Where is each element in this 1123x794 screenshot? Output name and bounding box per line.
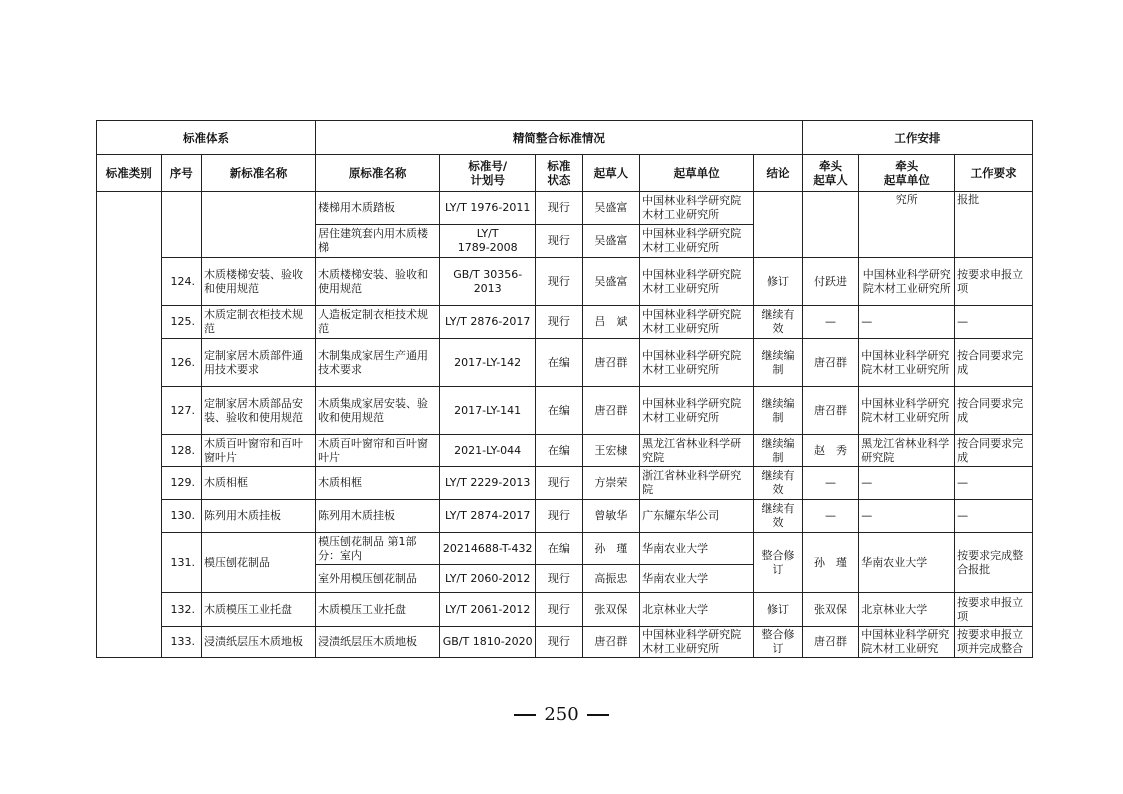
- std-no-cell: 20214688-T-432: [440, 533, 536, 565]
- table-row: [97, 339, 1033, 387]
- seq-cell: 133.: [161, 627, 201, 658]
- unit-cell: 华南农业大学: [640, 533, 754, 565]
- orig-name-cell: 人造板定制衣柜技术规范: [316, 306, 440, 339]
- new-name-cell: [201, 192, 315, 258]
- std-no-cell: LY/T 2229-2013: [440, 467, 536, 500]
- lead-unit-cell: 究所: [859, 192, 955, 258]
- conclusion-cell: 继续编制: [754, 387, 803, 435]
- std-no-cell: GB/T 30356-2013: [440, 258, 536, 306]
- seq-cell: 125.: [161, 306, 201, 339]
- unit-cell: 中国林业科学研究院木材工业研究所: [640, 258, 754, 306]
- col-header-drafter: 起草人: [582, 155, 640, 192]
- lead-drafter-cell: —: [802, 500, 859, 533]
- status-cell: 在编: [536, 339, 582, 387]
- drafter-cell: 唐召群: [582, 387, 640, 435]
- new-name-cell: 木质百叶窗帘和百叶窗叶片: [201, 435, 315, 467]
- drafter-cell: 方崇荣: [582, 467, 640, 500]
- status-cell: 现行: [536, 467, 582, 500]
- orig-name-cell: 木质百叶窗帘和百叶窗叶片: [316, 435, 440, 467]
- unit-cell: 中国林业科学研究院木材工业研究所: [640, 627, 754, 658]
- dash-right-icon: [587, 714, 609, 716]
- unit-cell: 黑龙江省林业科学研究院: [640, 435, 754, 467]
- requirement-cell: 按合同要求完成: [955, 387, 1033, 435]
- col-header-lead-unit: 牵头 起草单位: [859, 155, 955, 192]
- seq-cell: 132.: [161, 593, 201, 627]
- conclusion-cell: 修订: [754, 258, 803, 306]
- seq-cell: 128.: [161, 435, 201, 467]
- std-no-cell: LY/T 2061-2012: [440, 593, 536, 627]
- requirement-cell: 按合同要求完成: [955, 435, 1033, 467]
- col-header-category: 标准类别: [97, 155, 162, 192]
- std-no-cell: GB/T 1810-2020: [440, 627, 536, 658]
- standards-table: [96, 120, 1033, 658]
- drafter-cell: 唐召群: [582, 339, 640, 387]
- status-cell: 在编: [536, 435, 582, 467]
- table-row: [97, 467, 1033, 500]
- new-name-cell: 木质定制衣柜技术规范: [201, 306, 315, 339]
- category-cell: [97, 192, 162, 658]
- status-cell: 现行: [536, 627, 582, 658]
- group-header-row: [97, 121, 1033, 155]
- std-no-cell: LY/T 2874-2017: [440, 500, 536, 533]
- table-row: [97, 306, 1033, 339]
- unit-cell: 中国林业科学研究院木材工业研究所: [640, 306, 754, 339]
- seq-cell: 124.: [161, 258, 201, 306]
- column-header-row: [97, 155, 1033, 192]
- std-no-cell: 2017-LY-141: [440, 387, 536, 435]
- lead-drafter-cell: 赵 秀: [802, 435, 859, 467]
- lead-unit-cell: 中国林业科学研究院木材工业研究所: [859, 339, 955, 387]
- drafter-cell: 吴盛富: [582, 192, 640, 225]
- unit-cell: 北京林业大学: [640, 593, 754, 627]
- new-name-cell: 模压刨花制品: [201, 533, 315, 593]
- drafter-cell: 唐召群: [582, 627, 640, 658]
- seq-cell: 127.: [161, 387, 201, 435]
- col-header-status: 标准 状态: [536, 155, 582, 192]
- seq-cell: 129.: [161, 467, 201, 500]
- lead-drafter-cell: 唐召群: [802, 339, 859, 387]
- drafter-cell: 高振忠: [582, 565, 640, 593]
- drafter-cell: 曾敏华: [582, 500, 640, 533]
- seq-cell: 126.: [161, 339, 201, 387]
- std-no-cell: LY/T 1976-2011: [440, 192, 536, 225]
- new-name-cell: 定制家居木质部品安装、验收和使用规范: [201, 387, 315, 435]
- conclusion-cell: 继续有效: [754, 306, 803, 339]
- orig-name-cell: 木质楼梯安装、验收和使用规范: [316, 258, 440, 306]
- std-no-cell: LY/T 1789-2008: [440, 225, 536, 258]
- requirement-cell: —: [955, 306, 1033, 339]
- table-row: [97, 533, 1033, 565]
- conclusion-cell: [754, 192, 803, 258]
- lead-drafter-cell: 付跃进: [802, 258, 859, 306]
- seq-cell: 131.: [161, 533, 201, 593]
- orig-name-cell: 木制集成家居生产通用技术要求: [316, 339, 440, 387]
- orig-name-cell: 浸渍纸层压木质地板: [316, 627, 440, 658]
- orig-name-cell: 木质模压工业托盘: [316, 593, 440, 627]
- orig-name-cell: 居住建筑套内用木质楼梯: [316, 225, 440, 258]
- col-header-seq: 序号: [161, 155, 201, 192]
- conclusion-cell: 继续编制: [754, 435, 803, 467]
- std-no-cell: LY/T 2876-2017: [440, 306, 536, 339]
- conclusion-cell: 继续编制: [754, 339, 803, 387]
- col-header-new-name: 新标准名称: [201, 155, 315, 192]
- status-cell: 现行: [536, 306, 582, 339]
- group-header-consolidation: 精简整合标准情况: [316, 121, 803, 155]
- status-cell: 在编: [536, 533, 582, 565]
- table-row: [97, 627, 1033, 658]
- lead-unit-cell: 华南农业大学: [859, 533, 955, 593]
- requirement-cell: —: [955, 467, 1033, 500]
- unit-cell: 中国林业科学研究院木材工业研究所: [640, 387, 754, 435]
- col-header-orig-name: 原标准名称: [316, 155, 440, 192]
- seq-cell: 130.: [161, 500, 201, 533]
- status-cell: 现行: [536, 593, 582, 627]
- drafter-cell: 吴盛富: [582, 225, 640, 258]
- col-header-std-no: 标准号/ 计划号: [440, 155, 536, 192]
- status-cell: 现行: [536, 225, 582, 258]
- unit-cell: 浙江省林业科学研究院: [640, 467, 754, 500]
- new-name-cell: 浸渍纸层压木质地板: [201, 627, 315, 658]
- unit-cell: 中国林业科学研究院木材工业研究所: [640, 192, 754, 225]
- page-number-footer: [0, 704, 1123, 725]
- status-cell: 现行: [536, 565, 582, 593]
- unit-cell: 广东耀东华公司: [640, 500, 754, 533]
- dash-left-icon: [514, 714, 536, 716]
- col-header-conclusion: 结论: [754, 155, 803, 192]
- status-cell: 在编: [536, 387, 582, 435]
- conclusion-cell: 继续有效: [754, 467, 803, 500]
- drafter-cell: 吕 斌: [582, 306, 640, 339]
- lead-unit-cell: —: [859, 467, 955, 500]
- requirement-cell: 按要求完成整合报批: [955, 533, 1033, 593]
- conclusion-cell: 整合修订: [754, 627, 803, 658]
- new-name-cell: 定制家居木质部件通用技术要求: [201, 339, 315, 387]
- col-header-lead-drafter: 牵头 起草人: [802, 155, 859, 192]
- lead-unit-cell: —: [859, 306, 955, 339]
- orig-name-cell: 室外用模压刨花制品: [316, 565, 440, 593]
- lead-drafter-cell: 张双保: [802, 593, 859, 627]
- requirement-cell: —: [955, 500, 1033, 533]
- orig-name-cell: 陈列用木质挂板: [316, 500, 440, 533]
- lead-drafter-cell: [802, 192, 859, 258]
- lead-unit-cell: 中国林业科学研究院木材工业研究: [859, 627, 955, 658]
- status-cell: 现行: [536, 192, 582, 225]
- group-header-standard-system: 标准体系: [97, 121, 316, 155]
- new-name-cell: 木质相框: [201, 467, 315, 500]
- table-row: [97, 435, 1033, 467]
- table-row: [97, 192, 1033, 225]
- group-header-work-arrangement: 工作安排: [802, 121, 1032, 155]
- unit-cell: 华南农业大学: [640, 565, 754, 593]
- lead-drafter-cell: 孙 瑾: [802, 533, 859, 593]
- unit-cell: 中国林业科学研究院木材工业研究所: [640, 225, 754, 258]
- table-row: [97, 258, 1033, 306]
- drafter-cell: 孙 瑾: [582, 533, 640, 565]
- drafter-cell: 张双保: [582, 593, 640, 627]
- requirement-cell: 按要求申报立项并完成整合: [955, 627, 1033, 658]
- drafter-cell: 王宏棣: [582, 435, 640, 467]
- unit-cell: 中国林业科学研究院木材工业研究所: [640, 339, 754, 387]
- table-row: [97, 500, 1033, 533]
- status-cell: 现行: [536, 258, 582, 306]
- lead-unit-cell: 中国林业科学研究院木材工业研究所: [859, 387, 955, 435]
- lead-drafter-cell: 唐召群: [802, 627, 859, 658]
- requirement-cell: 报批: [955, 192, 1033, 258]
- requirement-cell: 按要求申报立项: [955, 593, 1033, 627]
- new-name-cell: 木质模压工业托盘: [201, 593, 315, 627]
- new-name-cell: 木质楼梯安装、验收和使用规范: [201, 258, 315, 306]
- std-no-cell: LY/T 2060-2012: [440, 565, 536, 593]
- lead-unit-cell: —: [859, 500, 955, 533]
- seq-cell: [161, 192, 201, 258]
- conclusion-cell: 修订: [754, 593, 803, 627]
- drafter-cell: 吴盛富: [582, 258, 640, 306]
- orig-name-cell: 木质相框: [316, 467, 440, 500]
- orig-name-cell: 楼梯用木质踏板: [316, 192, 440, 225]
- std-no-cell: 2017-LY-142: [440, 339, 536, 387]
- requirement-cell: 按合同要求完成: [955, 339, 1033, 387]
- lead-unit-cell: 中国林业科学研究院木材工业研究所: [859, 258, 955, 306]
- orig-name-cell: 木质集成家居安装、验收和使用规范: [316, 387, 440, 435]
- new-name-cell: 陈列用木质挂板: [201, 500, 315, 533]
- orig-name-cell: 模压刨花制品 第1部分：室内: [316, 533, 440, 565]
- table-row: [97, 387, 1033, 435]
- page-number: 250: [544, 704, 579, 725]
- lead-unit-cell: 北京林业大学: [859, 593, 955, 627]
- col-header-requirement: 工作要求: [955, 155, 1033, 192]
- table-row: [97, 593, 1033, 627]
- std-no-cell: 2021-LY-044: [440, 435, 536, 467]
- conclusion-cell: 整合修订: [754, 533, 803, 593]
- status-cell: 现行: [536, 500, 582, 533]
- lead-unit-cell: 黑龙江省林业科学研究院: [859, 435, 955, 467]
- col-header-unit: 起草单位: [640, 155, 754, 192]
- lead-drafter-cell: —: [802, 306, 859, 339]
- lead-drafter-cell: 唐召群: [802, 387, 859, 435]
- conclusion-cell: 继续有效: [754, 500, 803, 533]
- lead-drafter-cell: —: [802, 467, 859, 500]
- requirement-cell: 按要求申报立项: [955, 258, 1033, 306]
